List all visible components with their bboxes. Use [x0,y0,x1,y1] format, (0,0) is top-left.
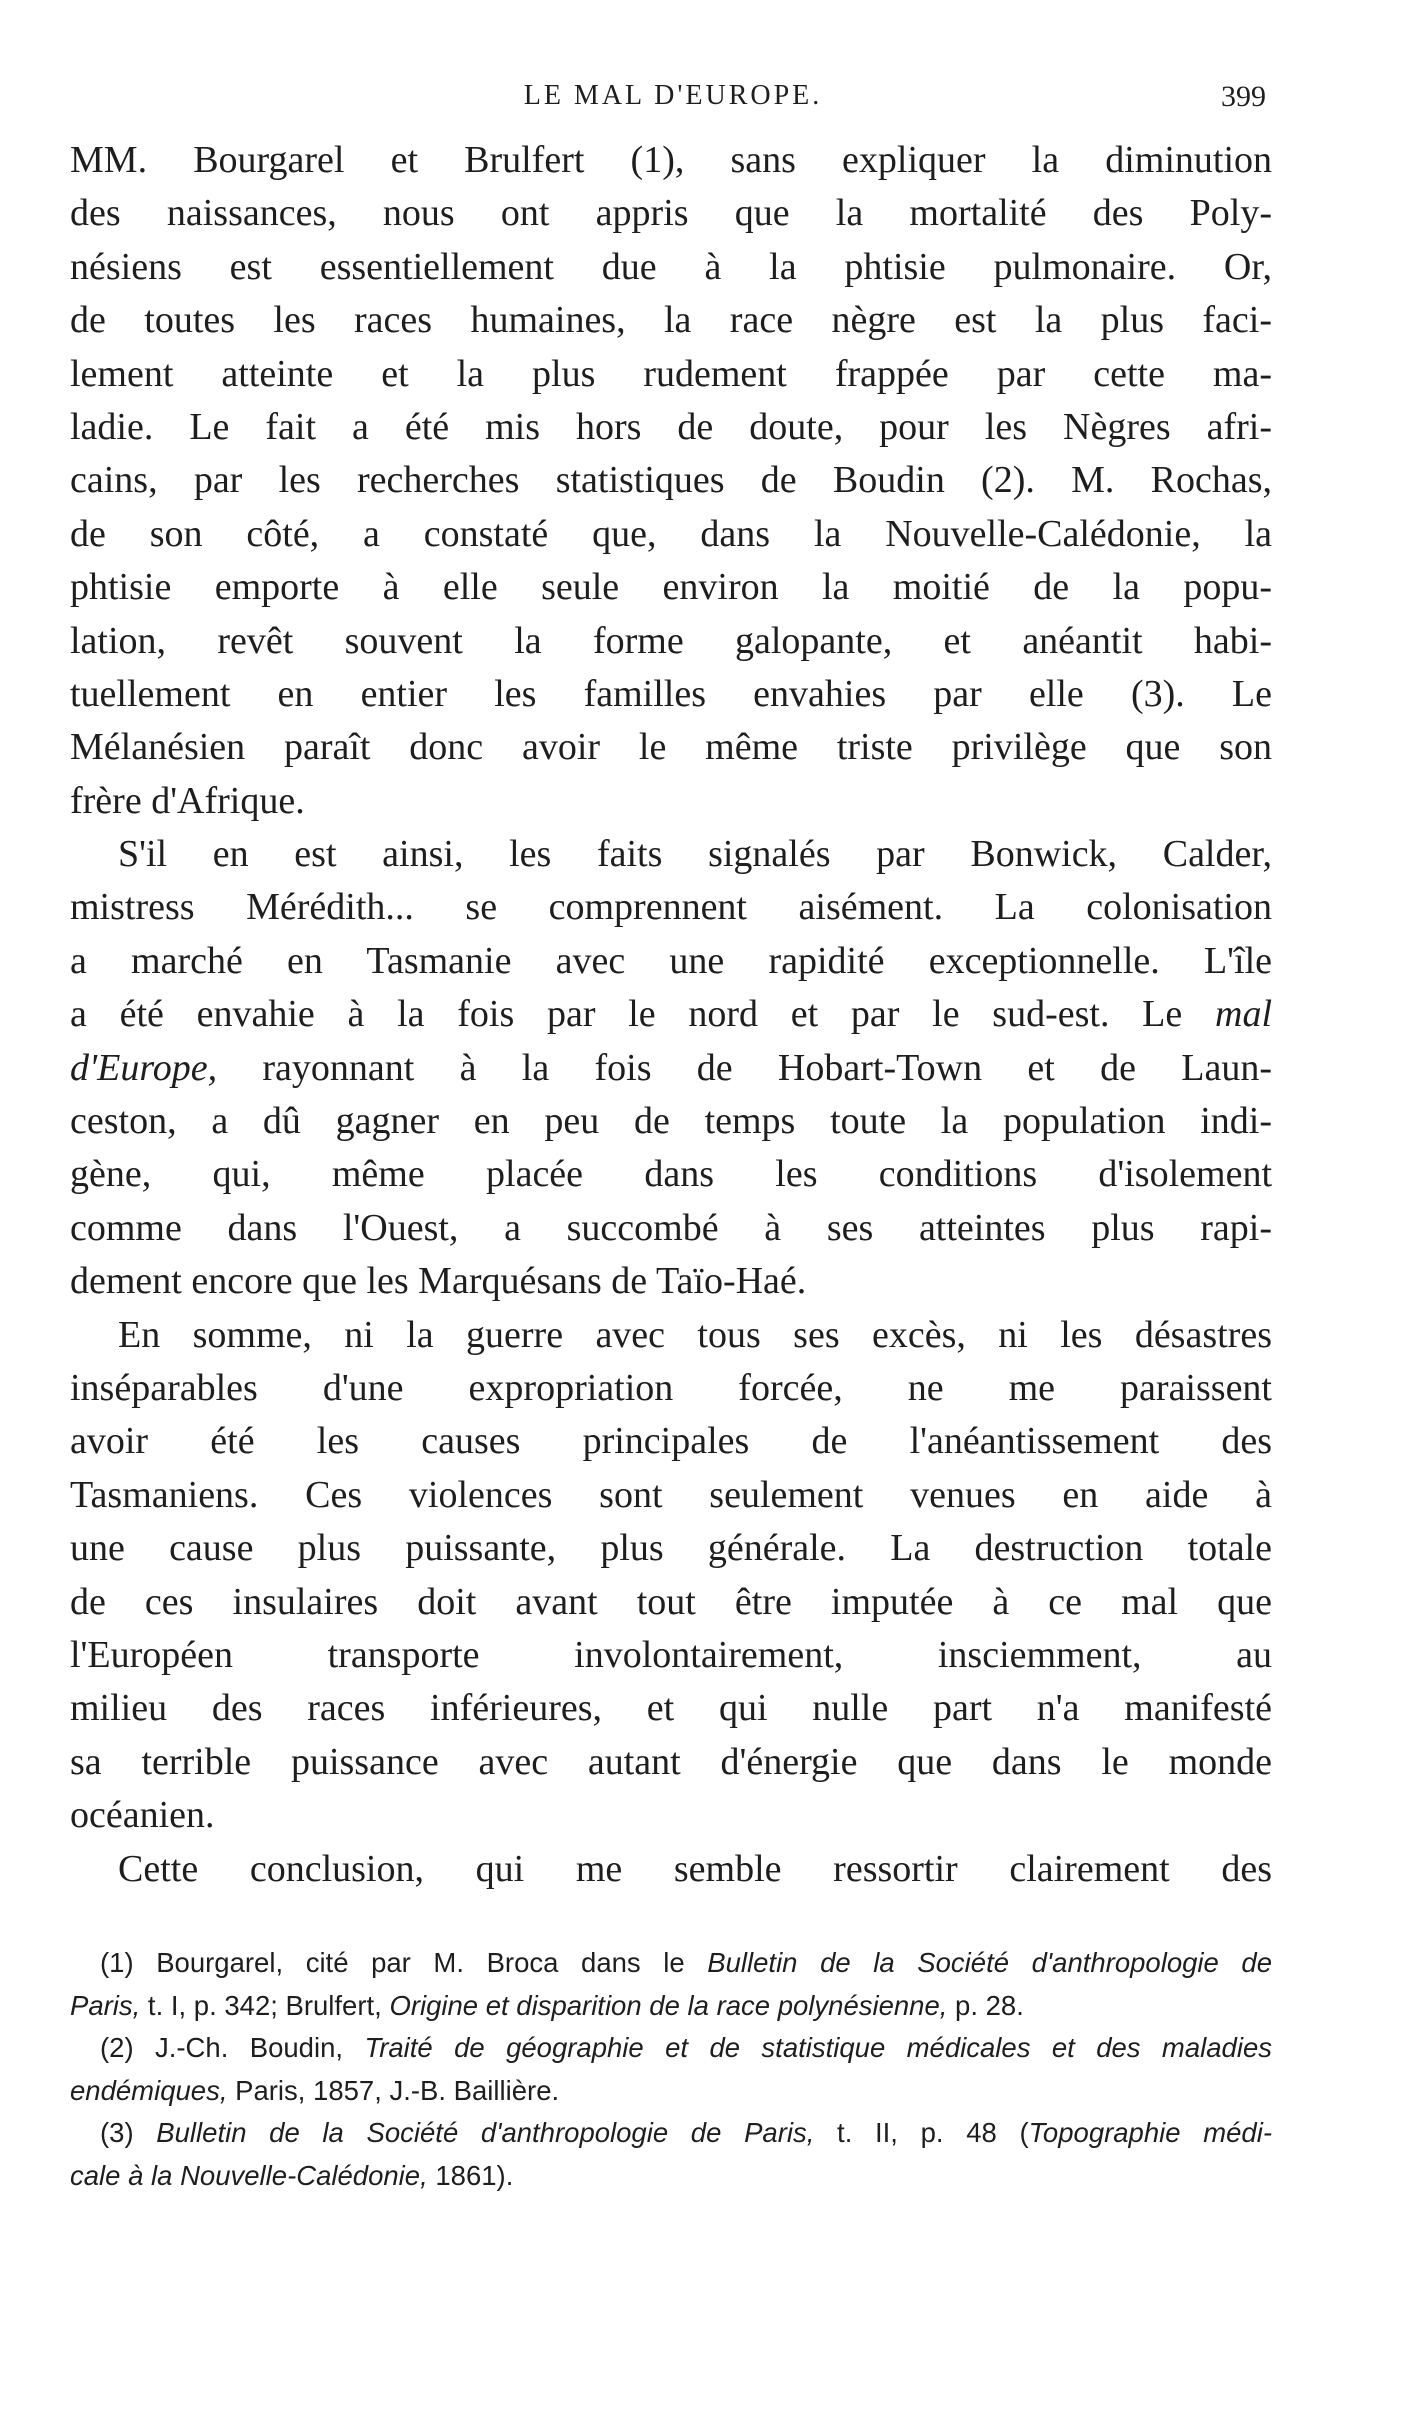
page-number: 399 [1221,80,1266,113]
text-line: avoir été les causes principales de l'anéantissement des [70,1420,1272,1463]
text-line: mistress Mérédith... se comprennent aisément. La colonisation [70,886,1272,929]
text-line: phtisie emporte à elle seule environ la moitié de la popu- [70,566,1272,609]
running-title: LE MAL D'EUROPE. [523,80,823,111]
text-line: a marché en Tasmanie avec une rapidité exceptionnelle. L'île [70,939,1272,982]
text-line: ladie. Le fait a été mis hors de doute, pour les Nègres afri- [70,405,1272,448]
footnote-line: (2) J.-Ch. Boudin, Traité de géographie et de statistique médicales et des maladies [100,2032,1272,2063]
text-line: de ces insulaires doit avant tout être imputée à ce mal que [70,1580,1272,1623]
running-header [68,80,1278,120]
footnote-line: (1) Bourgarel, cité par M. Broca dans le Bulletin de la Société d'anthropologie de [100,1947,1272,1978]
text-line: milieu des races inférieures, et qui nulle part n'a manifesté [70,1687,1272,1730]
text-line: Mélanésien paraît donc avoir le même triste privilège que son [70,726,1272,769]
text-line: d'Europe, rayonnant à la fois de Hobart-Town et de Laun- [70,1046,1272,1089]
text-line: frère d'Afrique. [70,779,305,822]
text-line: des naissances, nous ont appris que la mortalité des Poly- [70,192,1272,235]
text-line: nésiens est essentiellement due à la phtisie pulmonaire. Or, [70,245,1272,288]
footnote-line: cale à la Nouvelle-Calédonie, 1861). [70,2159,514,2191]
text-line: MM. Bourgarel et Brulfert (1), sans expliquer la diminution [70,139,1272,181]
footnote-line: (3) Bulletin de la Société d'anthropologie de Paris, t. II, p. 48 (Topographie médi- [100,2117,1272,2148]
text-line: ceston, a dû gagner en peu de temps toute la population indi- [70,1100,1272,1143]
text-line: inséparables d'une expropriation forcée, ne me paraissent [70,1366,1272,1409]
text-line: Tasmaniens. Ces violences sont seulement venues en aide à [70,1473,1272,1516]
text-line: de son côté, a constaté que, dans la Nouvelle-Calédonie, la [70,512,1272,555]
footnotes [70,1942,1272,2197]
text-line: gène, qui, même placée dans les conditions d'isolement [70,1153,1272,1196]
footnote-line: endémiques, Paris, 1857, J.-B. Baillière. [70,2074,560,2106]
text-line: comme dans l'Ouest, a succombé à ses atteintes plus rapi- [70,1206,1272,1249]
text-line: tuellement en entier les familles envahies par elle (3). Le [70,672,1272,715]
text-line: sa terrible puissance avec autant d'énergie que dans le monde [70,1740,1272,1783]
text-line: lation, revêt souvent la forme galopante, et anéantit habi- [70,619,1272,662]
body-text [70,134,1272,1896]
footnote-line: Paris, t. I, p. 342; Brulfert, Origine et disparition de la race polynésienne, p. 28. [70,1989,1024,2021]
text-line: a été envahie à la fois par le nord et par le sud-est. Le mal [70,993,1272,1036]
text-line: dement encore que les Marquésans de Taïo-Haé. [70,1260,807,1303]
text-line: cains, par les recherches statistiques de Boudin (2). M. Rochas, [70,459,1272,502]
text-line: lement atteinte et la plus rudement frappée par cette ma- [70,352,1272,395]
text-line: océanien. [70,1794,215,1837]
text-line: En somme, ni la guerre avec tous ses excès, ni les désastres [118,1313,1272,1356]
text-line: Cette conclusion, qui me semble ressortir clairement des [118,1847,1272,1890]
text-line: de toutes les races humaines, la race nègre est la plus faci- [70,299,1272,342]
text-line: S'il en est ainsi, les faits signalés par Bonwick, Calder, [118,833,1272,876]
text-line: l'Européen transporte involontairement, insciemment, au [70,1633,1272,1676]
text-line: une cause plus puissante, plus générale. La destruction totale [70,1527,1272,1570]
